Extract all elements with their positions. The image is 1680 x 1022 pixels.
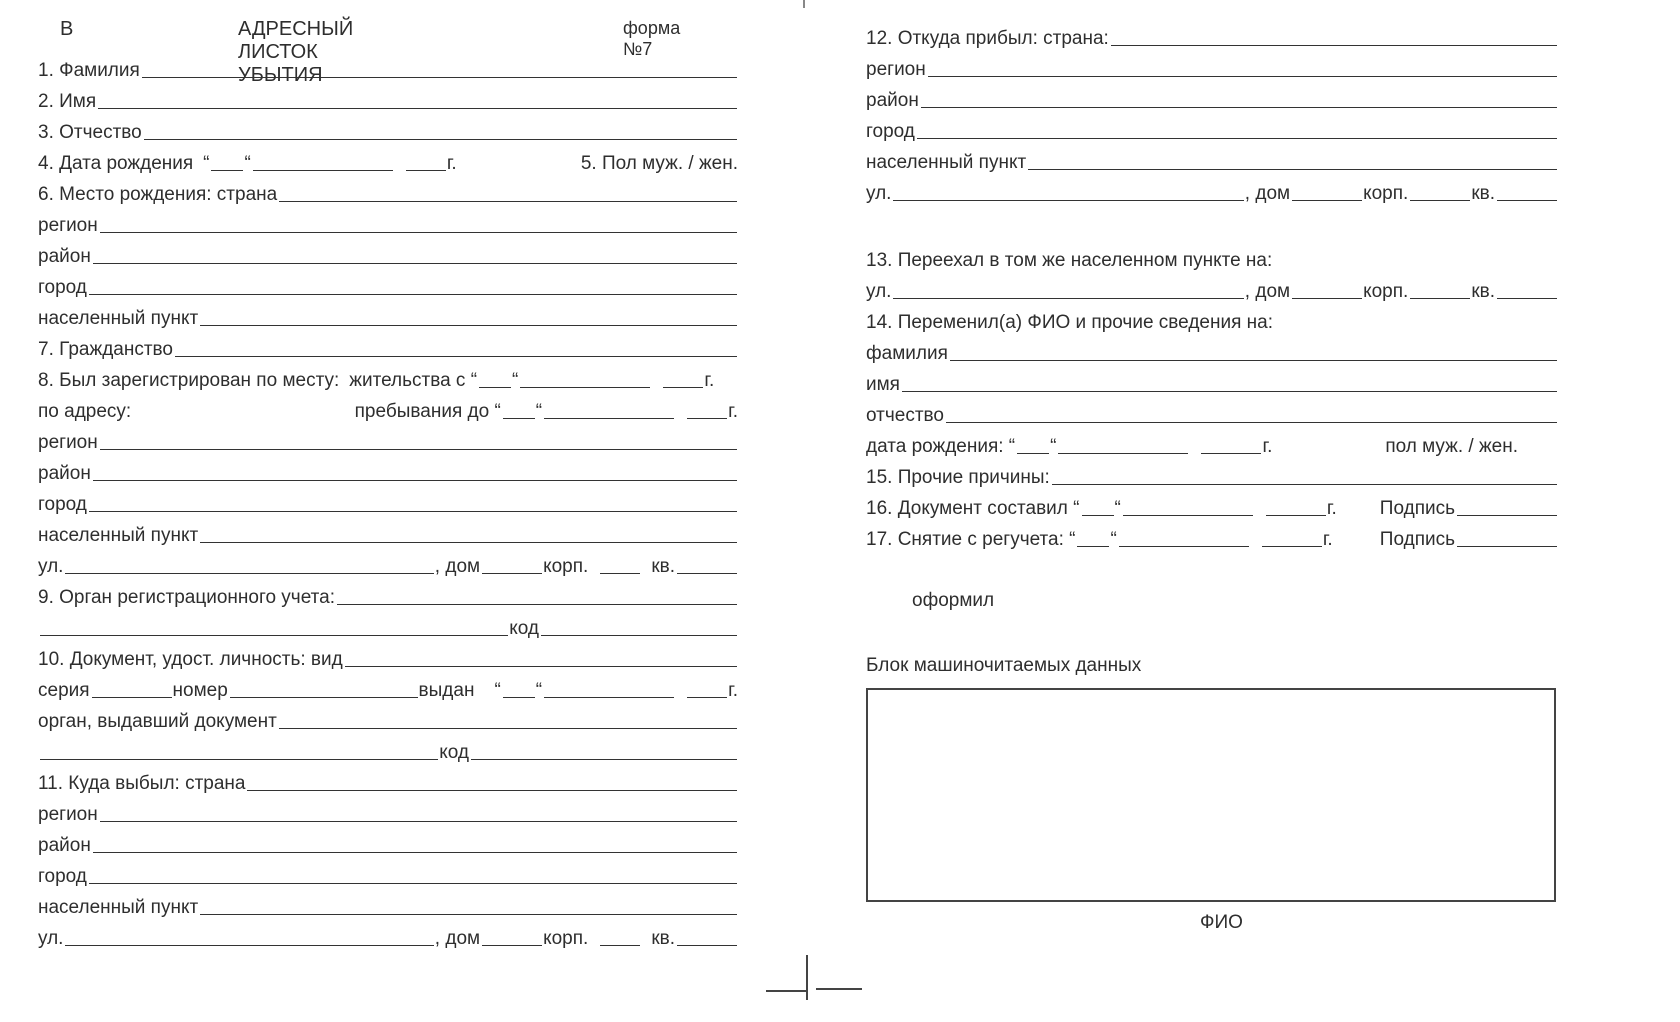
new-patronymic-line[interactable] [946,422,1557,423]
id-issued-month-line[interactable] [544,697,674,698]
field-birth-place: 6. Место рождения: страна [38,176,738,207]
birth-district-line[interactable] [93,263,737,264]
field-new-surname: фамилия [866,335,1558,366]
reg-district-line[interactable] [93,480,737,481]
id-doc-type-line[interactable] [345,666,737,667]
reg-region-line[interactable] [100,449,737,450]
reg-house-line[interactable] [482,573,542,574]
field-citizenship: 7. Гражданство [38,331,738,362]
reg-stay-day-line[interactable] [503,418,535,419]
compiled-signature-line[interactable] [1457,515,1557,516]
id-series-line[interactable] [92,697,172,698]
field-moved-same: 13. Переехал в том же населенном пункте на: [866,250,1273,271]
field-reg-street: ул. , дом корп. кв. [38,548,738,579]
birth-region-line[interactable] [100,232,737,233]
dereg-signature-line[interactable] [1457,546,1557,547]
completed-by-label: оформил [912,590,995,611]
field-reg-locality: населенный пункт [38,517,738,548]
compiled-year-line[interactable] [1266,515,1326,516]
new-name-line[interactable] [902,391,1557,392]
citizenship-line[interactable] [175,356,737,357]
dereg-day-line[interactable] [1077,546,1109,547]
field-issuing-authority: орган, выдавший документ [38,703,738,734]
field-registered-stay: по адресу: пребывания до “ “ г. [38,401,738,422]
id-number-line[interactable] [230,697,418,698]
dest-city-line[interactable] [89,883,737,884]
dest-street-line[interactable] [65,945,433,946]
id-issued-day-line[interactable] [503,697,535,698]
field-reg-city: город [38,486,738,517]
dest-country-line[interactable] [247,790,737,791]
field-dest-region: регион [38,796,738,827]
dest-house-line[interactable] [482,945,542,946]
field-dest-street: ул. , дом корп. кв. [38,920,738,951]
moved-street-line[interactable] [893,298,1243,299]
field-reg-district: район [38,455,738,486]
field-id-series: серия номер выдан “ “ г. [38,680,738,701]
field-origin-region: регион [866,51,1558,82]
field-id-document: 10. Документ, удост. личность: вид [38,641,738,672]
reg-res-day-line[interactable] [479,387,511,388]
reg-building-line[interactable] [600,573,640,574]
origin-country-line[interactable] [1111,45,1557,46]
dereg-month-line[interactable] [1119,546,1249,547]
issuing-authority-line-2[interactable] [40,759,438,760]
moved-apartment-line[interactable] [1497,298,1557,299]
form-number: форма №7 [623,18,681,59]
fold-mark-horizontal-left [766,990,808,992]
field-reg-authority-code: код [38,610,738,641]
field-birth-city: город [38,269,738,300]
surname-line[interactable] [142,77,737,78]
field-dest-city: город [38,858,738,889]
reg-street-line[interactable] [65,573,433,574]
reg-stay-year-line[interactable] [687,418,727,419]
field-reg-region: регион [38,424,738,455]
origin-city-line[interactable] [917,138,1557,139]
moved-house-line[interactable] [1292,298,1362,299]
reg-city-line[interactable] [89,511,737,512]
birth-year-line[interactable] [406,170,446,171]
reg-authority-line[interactable] [337,604,737,605]
origin-locality-line[interactable] [1028,169,1557,170]
fold-mark-horizontal-right [816,988,862,990]
new-sex-field[interactable]: пол муж. / жен. [1385,436,1518,457]
birth-month-line[interactable] [253,170,393,171]
field-new-birth-date: дата рождения: “ “ г. пол муж. / жен. [866,436,1518,457]
form-title: АДРЕСНЫЙ ЛИСТОК УБЫТИЯ [238,18,354,86]
moved-building-line[interactable] [1410,298,1470,299]
other-reasons-line[interactable] [1052,484,1557,485]
field-dest-locality: населенный пункт [38,889,738,920]
field-name: 2. Имя [38,83,738,114]
birth-country-line[interactable] [279,201,737,202]
field-new-patronymic: отчество [866,397,1558,428]
origin-house-line[interactable] [1292,200,1362,201]
birth-locality-line[interactable] [200,325,737,326]
field-origin-locality: населенный пункт [866,144,1558,175]
field-origin: 12. Откуда прибыл: страна: [866,20,1558,51]
dest-region-line[interactable] [100,821,737,822]
field-origin-street: ул. , дом корп. кв. [866,175,1558,206]
reg-res-month-line[interactable] [520,387,650,388]
new-birth-month-line[interactable] [1058,453,1188,454]
field-other-reasons: 15. Прочие причины: [866,459,1558,490]
field-deregistration: 17. Снятие с регучета: “ “ г. Подпись [866,521,1558,552]
reg-res-year-line[interactable] [663,387,703,388]
field-doc-compiled: 16. Документ составил “ “ г. Подпись [866,490,1558,521]
new-surname-line[interactable] [950,360,1557,361]
field-dest-district: район [38,827,738,858]
field-origin-district: район [866,82,1558,113]
new-birth-year-line[interactable] [1201,453,1261,454]
field-patronymic: 3. Отчество [38,114,738,145]
compiled-month-line[interactable] [1123,515,1253,516]
sex-field[interactable]: 5. Пол муж. / жен. [580,153,738,174]
new-birth-day-line[interactable] [1017,453,1049,454]
dest-apartment-line[interactable] [677,945,737,946]
name-line[interactable] [98,108,737,109]
field-birth-region: регион [38,207,738,238]
field-issuing-authority-code: код [38,734,738,765]
field-new-name: имя [866,366,1558,397]
field-birth-date: 4. Дата рождения “ “ г. 5. Пол муж. / жен. [38,153,738,174]
reg-authority-line-2[interactable] [40,635,508,636]
field-changed: 14. Переменил(а) ФИО и прочие сведения на: [866,312,1273,333]
field-surname: 1. Фамилия [38,52,738,83]
origin-district-line[interactable] [921,107,1557,108]
dereg-year-line[interactable] [1262,546,1322,547]
field-birth-locality: населенный пункт [38,300,738,331]
fio-caption: ФИО [1200,912,1243,933]
birth-city-line[interactable] [89,294,737,295]
mrz-block-box[interactable] [866,688,1556,902]
field-destination: 11. Куда выбыл: страна [38,765,738,796]
id-issued-year-line[interactable] [687,697,727,698]
field-registered-residence: 8. Был зарегистрирован по месту: жительства с “ “ г. [38,370,715,391]
origin-apartment-line[interactable] [1497,200,1557,201]
reg-locality-line[interactable] [200,542,737,543]
birth-day-line[interactable] [211,170,243,171]
dest-locality-line[interactable] [200,914,737,915]
origin-street-line[interactable] [893,200,1243,201]
field-moved-street: ул. , дом корп. кв. [866,273,1558,304]
issuing-authority-line[interactable] [279,728,737,729]
dest-district-line[interactable] [93,852,737,853]
reg-stay-month-line[interactable] [544,418,674,419]
fold-mark-vertical [806,955,808,1000]
reg-apartment-line[interactable] [677,573,737,574]
origin-building-line[interactable] [1410,200,1470,201]
dest-building-line[interactable] [600,945,640,946]
field-reg-authority: 9. Орган регистрационного учета: [38,579,738,610]
form-code: В [60,18,74,40]
mrz-block-title: Блок машиночитаемых данных [866,655,1142,676]
field-origin-city: город [866,113,1558,144]
compiled-day-line[interactable] [1082,515,1114,516]
issuing-authority-code-line[interactable] [471,759,737,760]
field-birth-district: район [38,238,738,269]
patronymic-line[interactable] [144,139,737,140]
fold-mark-top [803,0,805,8]
reg-authority-code-line[interactable] [541,635,737,636]
origin-region-line[interactable] [928,76,1557,77]
